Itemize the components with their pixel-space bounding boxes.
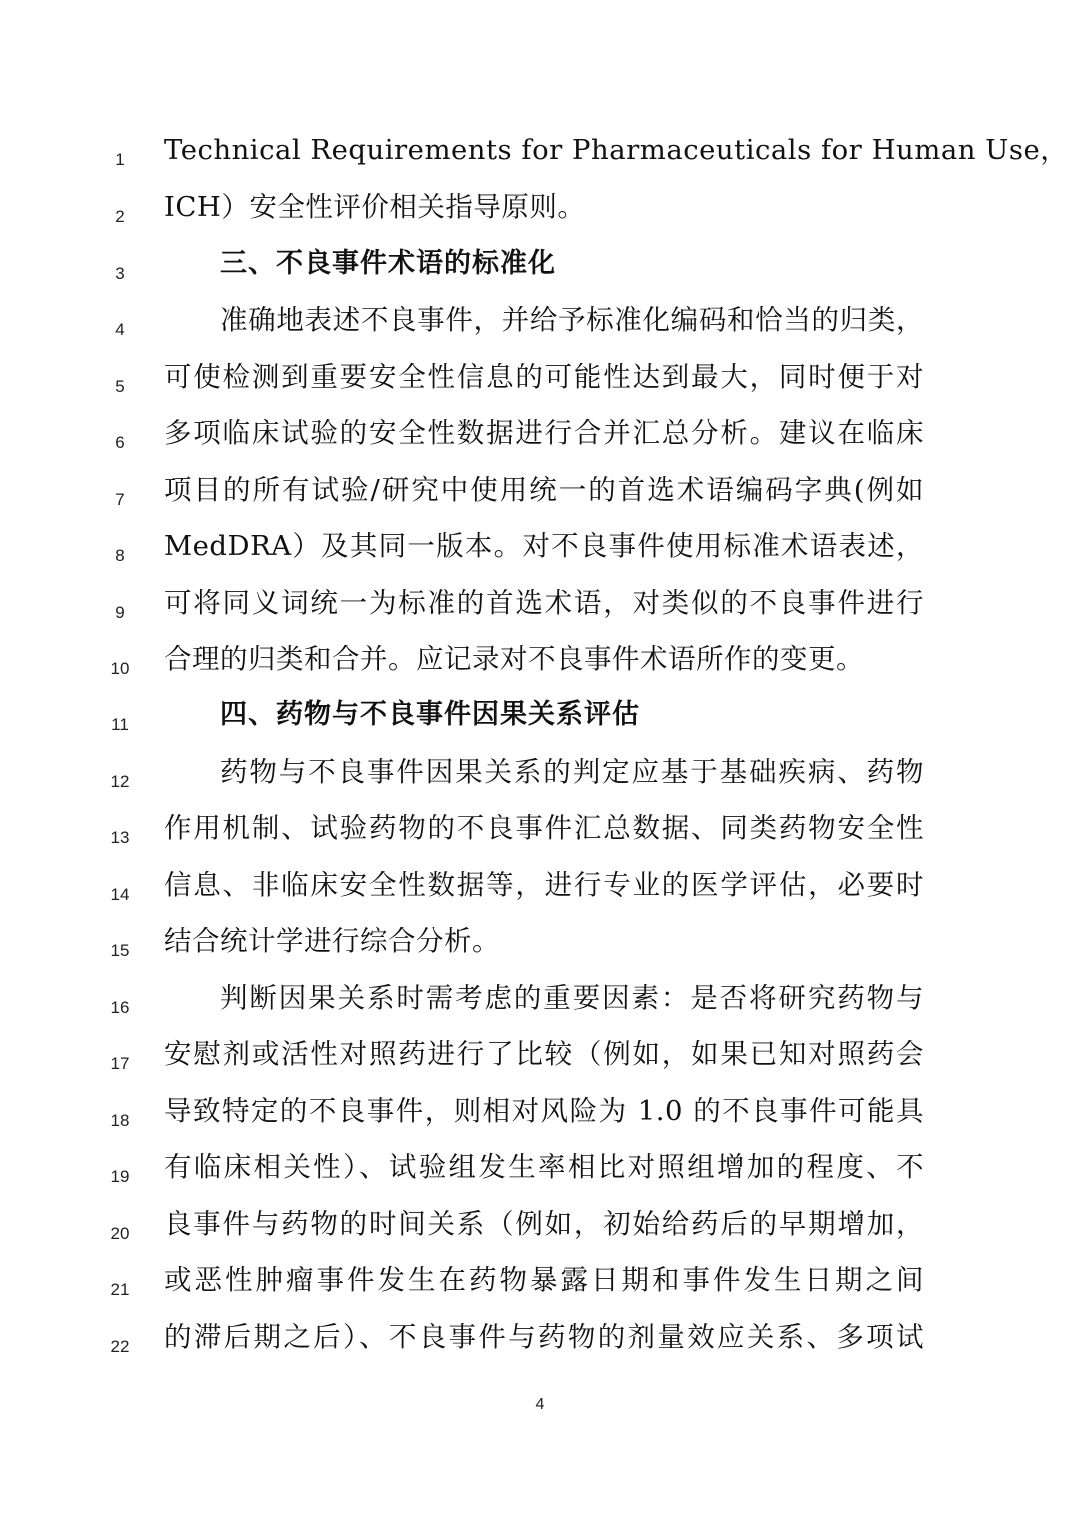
line-number: 19 bbox=[110, 1167, 130, 1186]
document-line bbox=[0, 415, 1080, 472]
paragraph-text: 可使检测到重要安全性信息的可能性达到最大，同时便于对 bbox=[164, 361, 924, 393]
document-line bbox=[0, 1206, 1080, 1263]
line-number: 22 bbox=[110, 1337, 130, 1356]
paragraph-text: 项目的所有试验/研究中使用统一的首选术语编码字典(例如 bbox=[164, 474, 924, 506]
document-line bbox=[0, 923, 1080, 980]
document-line bbox=[0, 1093, 1080, 1150]
paragraph-text: Technical Requirements for Pharmaceuticals for Human Use， bbox=[164, 134, 1069, 166]
paragraph-text: 可将同义词统一为标准的首选术语，对类似的不良事件进行 bbox=[164, 587, 924, 619]
document-line bbox=[0, 1036, 1080, 1093]
section-heading: 三、不良事件术语的标准化 bbox=[220, 248, 556, 279]
paragraph-text: MedDRA）及其同一版本。对不良事件使用标准术语表述， bbox=[164, 530, 924, 562]
document-line bbox=[0, 472, 1080, 529]
line-number: 7 bbox=[115, 490, 125, 509]
line-number: 1 bbox=[115, 150, 125, 169]
paragraph-text: 作用机制、试验药物的不良事件汇总数据、同类药物安全性 bbox=[164, 812, 924, 844]
document-line bbox=[0, 585, 1080, 642]
document-line bbox=[0, 359, 1080, 416]
paragraph-text: 的滞后期之后）、不良事件与药物的剂量效应关系、多项试 bbox=[164, 1321, 924, 1353]
document-line bbox=[0, 980, 1080, 1037]
paragraph-text: 结合统计学进行综合分析。 bbox=[164, 925, 500, 957]
paragraph-text: 准确地表述不良事件，并给予标准化编码和恰当的归类， bbox=[220, 304, 924, 336]
document-line bbox=[0, 132, 1080, 189]
line-number: 18 bbox=[110, 1111, 130, 1130]
line-number: 16 bbox=[110, 998, 130, 1017]
line-number: 14 bbox=[110, 885, 130, 904]
document-line bbox=[0, 1262, 1080, 1319]
paragraph-text: 信息、非临床安全性数据等，进行专业的医学评估，必要时 bbox=[164, 869, 924, 901]
paragraph-text: 药物与不良事件因果关系的判定应基于基础疾病、药物 bbox=[220, 756, 924, 788]
line-number: 9 bbox=[115, 603, 125, 622]
document-line bbox=[0, 810, 1080, 867]
line-number: 5 bbox=[115, 377, 125, 396]
paragraph-text: 良事件与药物的时间关系（例如，初始给药后的早期增加， bbox=[164, 1208, 924, 1240]
paragraph-text: 导致特定的不良事件，则相对风险为 1.0 的不良事件可能具 bbox=[164, 1095, 924, 1127]
document-line bbox=[0, 189, 1080, 246]
line-number: 4 bbox=[115, 320, 125, 339]
document-line bbox=[0, 867, 1080, 924]
paragraph-text: 判断因果关系时需考虑的重要因素：是否将研究药物与 bbox=[220, 982, 924, 1014]
document-line bbox=[0, 302, 1080, 359]
document-line bbox=[0, 1319, 1080, 1376]
document-line bbox=[0, 246, 1080, 303]
paragraph-text: 或恶性肿瘤事件发生在药物暴露日期和事件发生日期之间 bbox=[164, 1264, 924, 1296]
paragraph-text: 合理的归类和合并。应记录对不良事件术语所作的变更。 bbox=[164, 643, 864, 675]
line-number: 21 bbox=[110, 1280, 130, 1299]
line-number: 17 bbox=[110, 1054, 130, 1073]
page-number: 4 bbox=[535, 1396, 545, 1413]
line-number: 2 bbox=[115, 207, 125, 226]
document-line bbox=[0, 641, 1080, 698]
line-number: 10 bbox=[110, 659, 130, 678]
line-number: 15 bbox=[110, 941, 130, 960]
line-number: 6 bbox=[115, 433, 125, 452]
document-line bbox=[0, 754, 1080, 811]
line-number: 8 bbox=[115, 546, 125, 565]
line-number: 12 bbox=[110, 772, 130, 791]
document-line bbox=[0, 697, 1080, 754]
line-number: 20 bbox=[110, 1224, 130, 1243]
section-heading: 四、药物与不良事件因果关系评估 bbox=[220, 699, 640, 730]
line-number: 3 bbox=[115, 264, 125, 283]
line-number: 11 bbox=[111, 715, 129, 734]
line-number: 13 bbox=[110, 828, 130, 847]
document-line bbox=[0, 528, 1080, 585]
paragraph-text: 安慰剂或活性对照药进行了比较（例如，如果已知对照药会 bbox=[164, 1038, 924, 1070]
paragraph-text: 有临床相关性）、试验组发生率相比对照组增加的程度、不 bbox=[164, 1151, 924, 1183]
paragraph-text: ICH）安全性评价相关指导原则。 bbox=[164, 191, 586, 223]
document-line bbox=[0, 1149, 1080, 1206]
paragraph-text: 多项临床试验的安全性数据进行合并汇总分析。建议在临床 bbox=[164, 417, 924, 449]
